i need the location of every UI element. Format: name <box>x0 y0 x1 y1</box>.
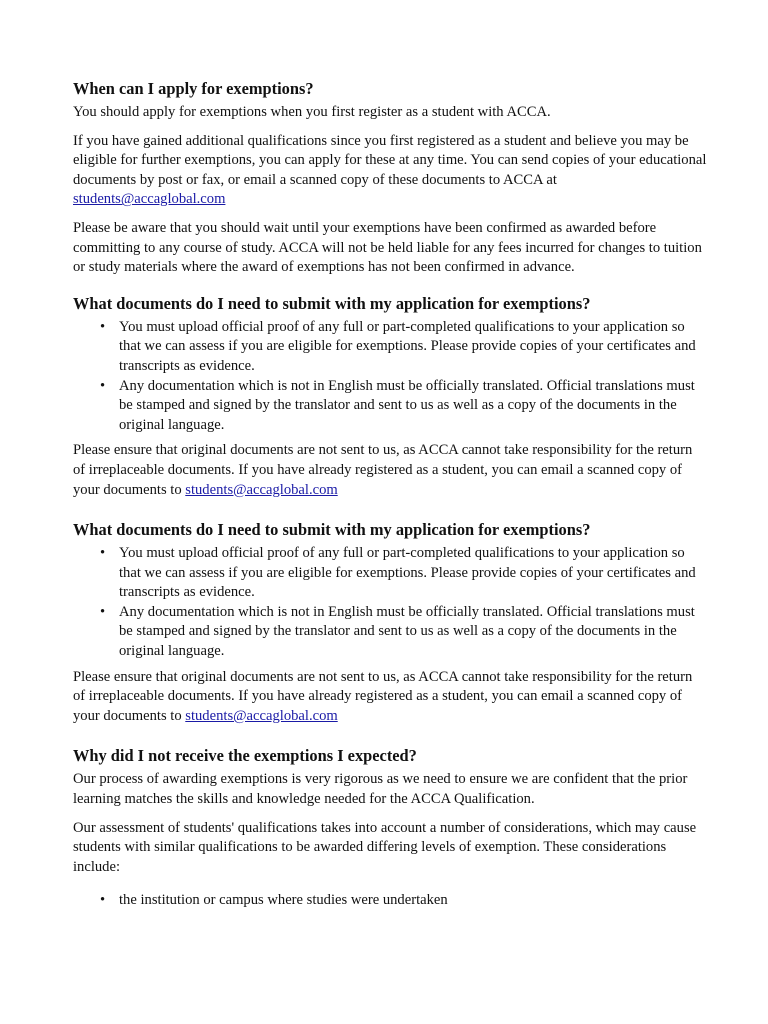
bullet-icon: • <box>100 318 106 335</box>
heading-when-apply: When can I apply for exemptions? <box>73 79 314 98</box>
section-documents-1 <box>73 294 708 500</box>
bullet-icon: • <box>100 377 106 394</box>
paragraph: Please ensure that original documents are not sent to us, as ACCA cannot take responsibility for the return of irreplaceable documents. If you have already registered as a student, you can email a scanned copy of your documents to students@accaglobal.com <box>73 668 693 724</box>
section-why-not-received <box>73 746 708 911</box>
email-link[interactable]: students@accaglobal.com <box>185 481 338 498</box>
heading-documents: What documents do I need to submit with my application for exemptions? <box>73 520 591 540</box>
list-item: • the institution or campus where studies were undertaken <box>73 891 708 911</box>
list-item: • Any documentation which is not in English must be officially translated. Official translations must be stamped and signed by the translator and sent to us as well as a copy of the documents in the original language. <box>100 377 695 433</box>
list-item: • You must upload official proof of any full or part-completed qualifications to your application so that we can assess if you are eligible for exemptions. Please provide copies of your certificates and transcripts as evidence. <box>100 318 696 374</box>
paragraph: You should apply for exemptions when you first register as a student with ACCA. <box>73 104 551 120</box>
email-link[interactable]: students@accaglobal.com <box>185 707 338 724</box>
bullet-icon: • <box>100 545 106 562</box>
bullet-list <box>73 891 708 911</box>
bullet-icon: • <box>100 892 106 909</box>
email-link[interactable]: students@accaglobal.com <box>73 191 226 208</box>
heading-documents: What documents do I need to submit with my application for exemptions? <box>73 293 591 313</box>
list-item: • Any documentation which is not in English must be officially translated. Official translations must be stamped and signed by the translator and sent to us as well as a copy of the documents in the original language. <box>100 603 695 660</box>
paragraph: If you have gained additional qualifications since you first registered as a student and believe you may be eligible for further exemptions, you can apply for these at any time. You can send copies of your educational documents by post or fax, or email a scanned copy of these documents to ACCA at students@accaglobal.com <box>73 132 707 208</box>
paragraph: Our assessment of students' qualifications takes into account a number of considerations, which may cause students with similar qualifications to be awarded differing levels of exemption. These considerations include: <box>73 819 697 875</box>
list-item: • You must upload official proof of any full or part-completed qualifications to your application so that we can assess if you are eligible for exemptions. Please provide copies of your certificates and transcripts as evidence. <box>100 545 696 601</box>
bullet-list <box>73 318 708 436</box>
section-when-apply <box>73 79 708 278</box>
bullet-list <box>73 544 708 662</box>
paragraph: Please be aware that you should wait until your exemptions have been confirmed as awarded before committing to any course of study. ACCA will not be held liable for any fees incurred for changes to tuition or study materials where the award of exemptions has not been confirmed in advance. <box>73 219 702 276</box>
bullet-icon: • <box>100 603 106 620</box>
paragraph: Our process of awarding exemptions is very rigorous as we need to ensure we are confident that the prior learning matches the skills and knowledge needed for the ACCA Qualification. <box>73 771 688 808</box>
paragraph: Please ensure that original documents are not sent to us, as ACCA cannot take responsibility for the return of irreplaceable documents. If you have already registered as a student, you can email a scanned copy of your documents to students@accaglobal.com <box>73 442 693 498</box>
heading-why-not-received: Why did I not receive the exemptions I expected? <box>73 746 417 766</box>
section-documents-2 <box>73 520 708 726</box>
